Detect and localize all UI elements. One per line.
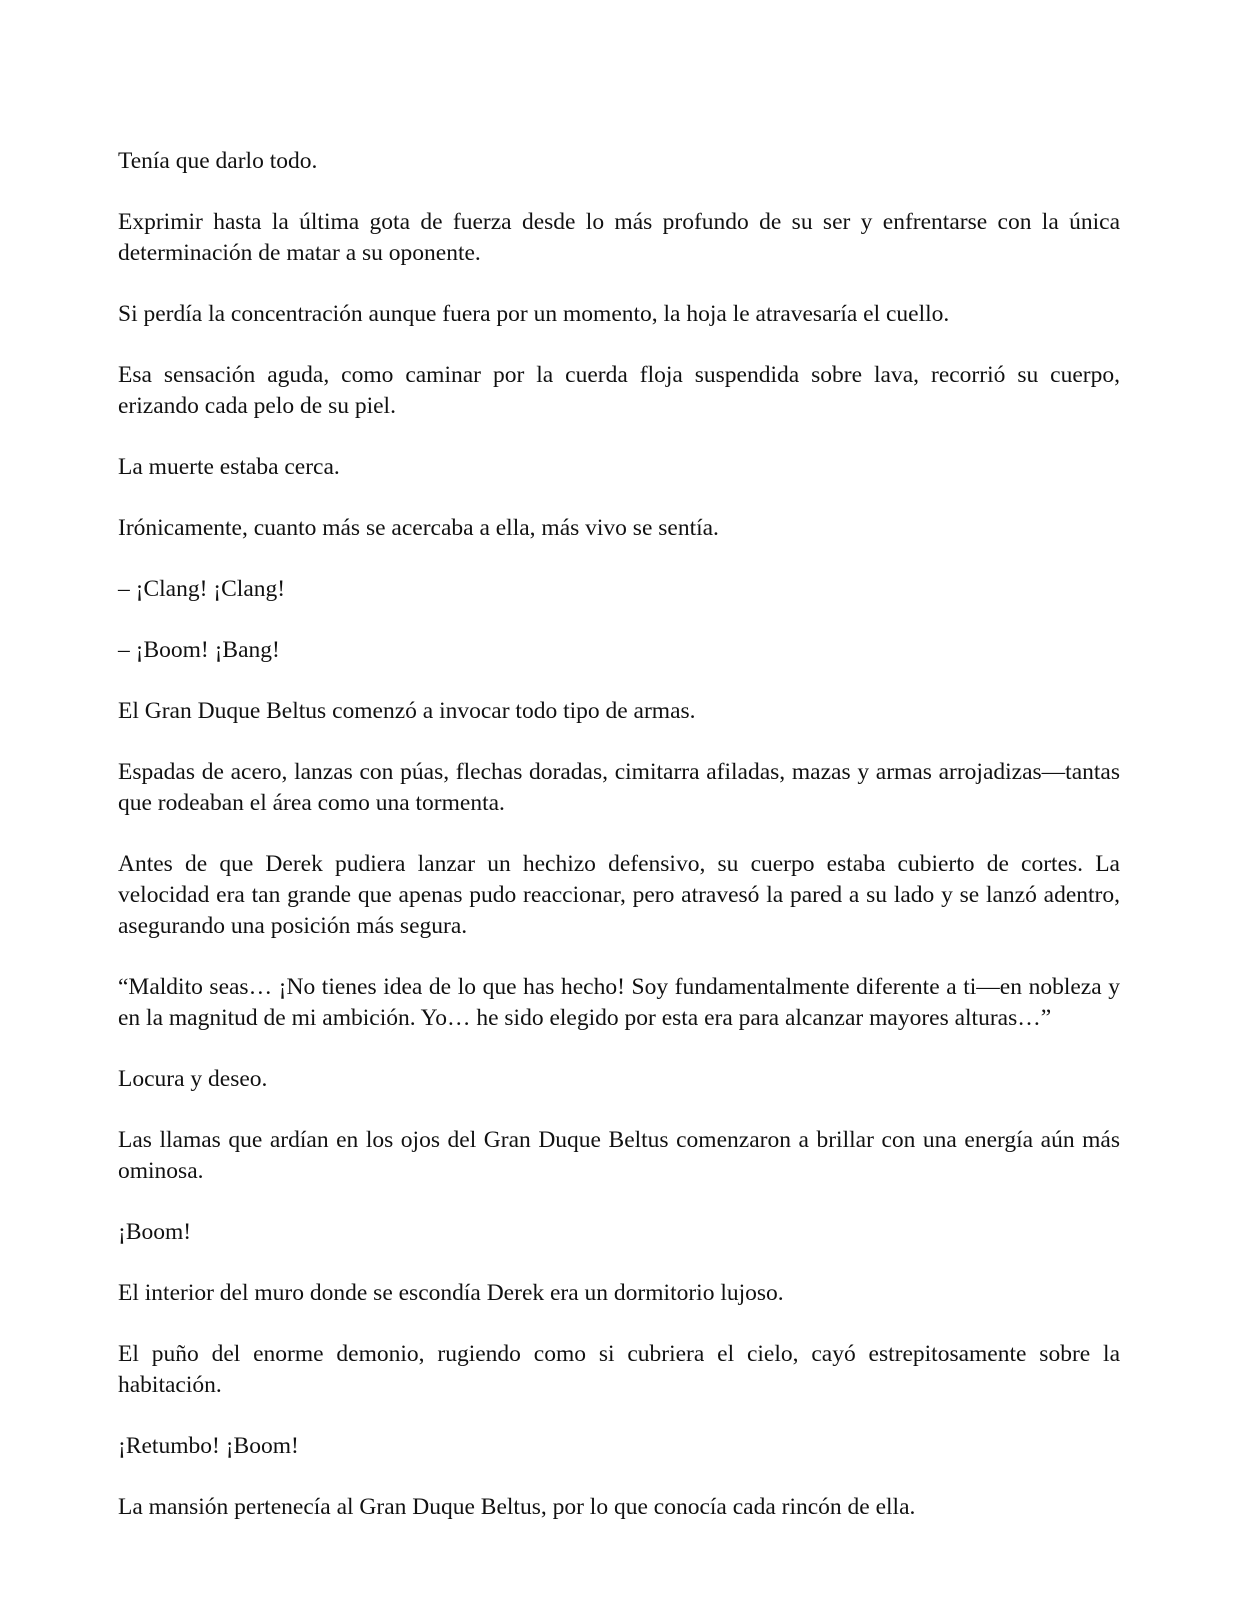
document-body: [118, 146, 1120, 1553]
paragraph-10: Espadas de acero, lanzas con púas, flechas doradas, cimitarra afiladas, mazas y armas arrojadizas—tantas que rodeaban el área como una tormenta.: [118, 759, 1120, 816]
paragraph-12: “Maldito seas… ¡No tienes idea de lo que has hecho! Soy fundamentalmente diferente a ti—en nobleza y en la magnitud de mi ambición. Yo… he sido elegido por esta era para alcanzar mayores alturas…”: [118, 974, 1120, 1031]
paragraph-6: Irónicamente, cuanto más se acercaba a ella, más vivo se sentía.: [118, 515, 719, 541]
paragraph-3: Si perdía la concentración aunque fuera por un momento, la hoja le atravesaría el cuello.: [118, 301, 950, 327]
paragraph-17: El puño del enorme demonio, rugiendo como si cubriera el cielo, cayó estrepitosamente sobre la habitación.: [118, 1341, 1120, 1398]
paragraph-8: – ¡Boom! ¡Bang!: [118, 637, 280, 663]
paragraph-19: La mansión pertenecía al Gran Duque Beltus, por lo que conocía cada rincón de ella.: [118, 1494, 916, 1520]
paragraph-18: ¡Retumbo! ¡Boom!: [118, 1433, 299, 1459]
paragraph-14: Las llamas que ardían en los ojos del Gran Duque Beltus comenzaron a brillar con una energía aún más ominosa.: [118, 1127, 1120, 1184]
paragraph-11: Antes de que Derek pudiera lanzar un hechizo defensivo, su cuerpo estaba cubierto de cortes. La velocidad era tan grande que apenas pudo reaccionar, pero atravesó la pared a su lado y se lanzó adentro, asegurando una posición más segura.: [118, 851, 1120, 939]
paragraph-4: Esa sensación aguda, como caminar por la cuerda floja suspendida sobre lava, recorrió su cuerpo, erizando cada pelo de su piel.: [118, 362, 1120, 419]
paragraph-7: – ¡Clang! ¡Clang!: [118, 576, 286, 602]
paragraph-16: El interior del muro donde se escondía Derek era un dormitorio lujoso.: [118, 1280, 784, 1306]
paragraph-5: La muerte estaba cerca.: [118, 454, 340, 480]
paragraph-1: Tenía que darlo todo.: [118, 148, 318, 174]
paragraph-9: El Gran Duque Beltus comenzó a invocar todo tipo de armas.: [118, 698, 696, 724]
paragraph-13: Locura y deseo.: [118, 1066, 268, 1092]
paragraph-15: ¡Boom!: [118, 1219, 192, 1245]
paragraph-2: Exprimir hasta la última gota de fuerza desde lo más profundo de su ser y enfrentarse con la única determinación de matar a su oponente.: [118, 209, 1120, 266]
